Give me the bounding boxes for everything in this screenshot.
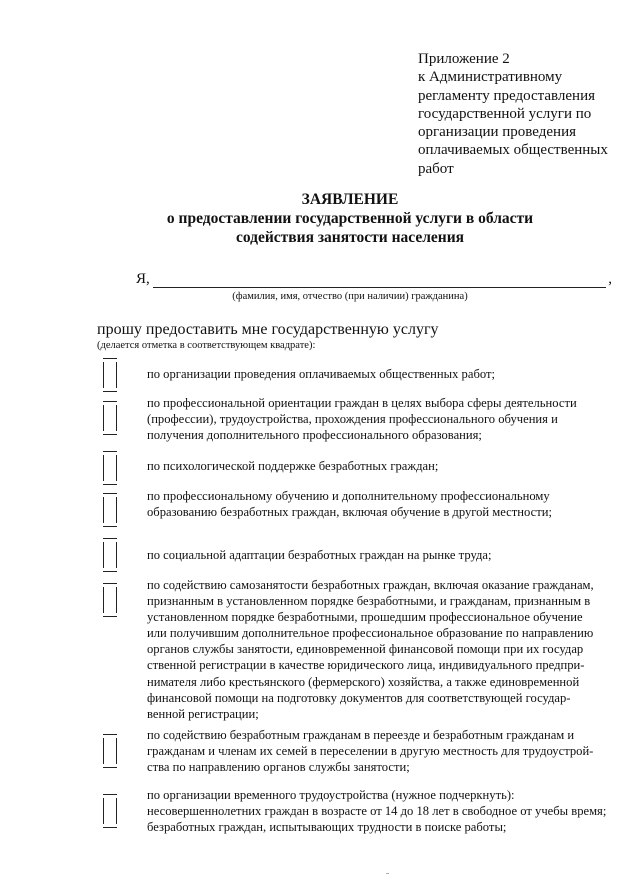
option-line: по содействию безработным гражданам в переезде и безработным гражданам и	[147, 728, 575, 742]
checkbox[interactable]	[103, 455, 117, 481]
checkbox[interactable]	[103, 587, 117, 613]
applicant-caption: (фамилия, имя, отчество (при наличии) гражданина)	[232, 291, 468, 302]
option-line: признанным в установленном порядке безработными, и гражданам, признанным в	[147, 594, 591, 609]
appendix-line: работ	[418, 160, 454, 177]
option-line: гражданам и членам их семей в переселении в другую местность для трудоустрой-	[147, 744, 594, 759]
option-line: ства по направлению органов службы занятости;	[147, 760, 410, 775]
option-line: (профессии), трудоустройства, прохождения профессионального обучения и	[147, 412, 558, 427]
option-line: органов службы занятости, единовременной финансовой помощи при их государ	[147, 642, 584, 657]
checkbox[interactable]	[103, 362, 117, 388]
option-line: установленном порядке безработными, прошедшим профессиональное обучение	[147, 610, 583, 625]
option-text	[147, 458, 615, 474]
request-note: (делается отметка в соответствующем квадрате):	[97, 340, 316, 351]
checkbox[interactable]	[103, 542, 117, 568]
appendix-line: государственной услуги по	[418, 105, 592, 122]
option-text	[147, 488, 615, 520]
appendix-line: регламенту предоставления	[418, 87, 596, 104]
appendix-line: организации проведения	[418, 124, 577, 141]
document-title	[0, 190, 639, 247]
option-line: получения дополнительного профессионального образования;	[147, 428, 482, 443]
option-line: по профессиональной ориентации граждан в целях выбора сферы деятельности	[147, 396, 577, 410]
applicant-name-field[interactable]	[136, 271, 616, 291]
option-line: финансовой помощи на подготовку документов для соответствующей государ-	[147, 690, 571, 705]
title-line: о предоставлении государственной услуги в области	[166, 210, 534, 227]
option-line: по организации проведения оплачиваемых общественных работ;	[147, 367, 495, 381]
checkbox[interactable]	[103, 405, 117, 431]
option-line: несовершеннолетних граждан в возрасте от 14 до 18 лет в свободное от учебы время;	[147, 804, 607, 819]
applicant-comma: ,	[608, 271, 612, 287]
option-line: по психологической поддержке безработных граждан;	[147, 459, 439, 473]
checkbox[interactable]	[103, 497, 117, 523]
applicant-prefix: Я,	[136, 271, 150, 287]
option-line: ственной регистрации в качестве юридического лица, индивидуального предпри-	[147, 658, 585, 673]
option-line: по содействию самозанятости безработных граждан, включая оказание гражданам,	[147, 578, 594, 592]
option-text	[147, 547, 615, 563]
option-text	[147, 727, 615, 775]
option-text	[147, 366, 615, 382]
title-line: содействия занятости населения	[235, 229, 465, 246]
option-text	[147, 787, 615, 835]
checkbox[interactable]	[103, 798, 117, 824]
scan-speck	[386, 873, 389, 874]
appendix-line: к Административному	[418, 69, 563, 86]
name-underline	[153, 287, 606, 288]
option-line: нимателя либо крестьянского (фермерского) хозяйства, а также единовременной	[147, 674, 580, 689]
title-main: ЗАЯВЛЕНИЕ	[301, 191, 399, 208]
checkbox[interactable]	[103, 738, 117, 764]
option-line: по организации временного трудоустройства (нужное подчеркнуть):	[147, 788, 515, 802]
appendix-block	[418, 50, 628, 178]
option-text	[147, 577, 615, 722]
request-text: прошу предоставить мне государственную услугу	[97, 321, 439, 338]
appendix-line: Приложение 2	[418, 51, 510, 67]
option-text	[147, 395, 615, 443]
option-line: по профессиональному обучению и дополнительному профессиональному	[147, 489, 550, 503]
option-line: или получившим дополнительное профессиональное образование по направлению	[147, 626, 594, 641]
option-line: венной регистрации;	[147, 706, 259, 721]
option-line: безработных граждан, испытывающих трудности в поиске работы;	[147, 820, 507, 835]
appendix-line: оплачиваемых общественных	[418, 142, 608, 159]
option-line: образованию безработных граждан, включая обучение в другой местности;	[147, 505, 552, 520]
option-line: по социальной адаптации безработных граждан на рынке труда;	[147, 548, 492, 562]
